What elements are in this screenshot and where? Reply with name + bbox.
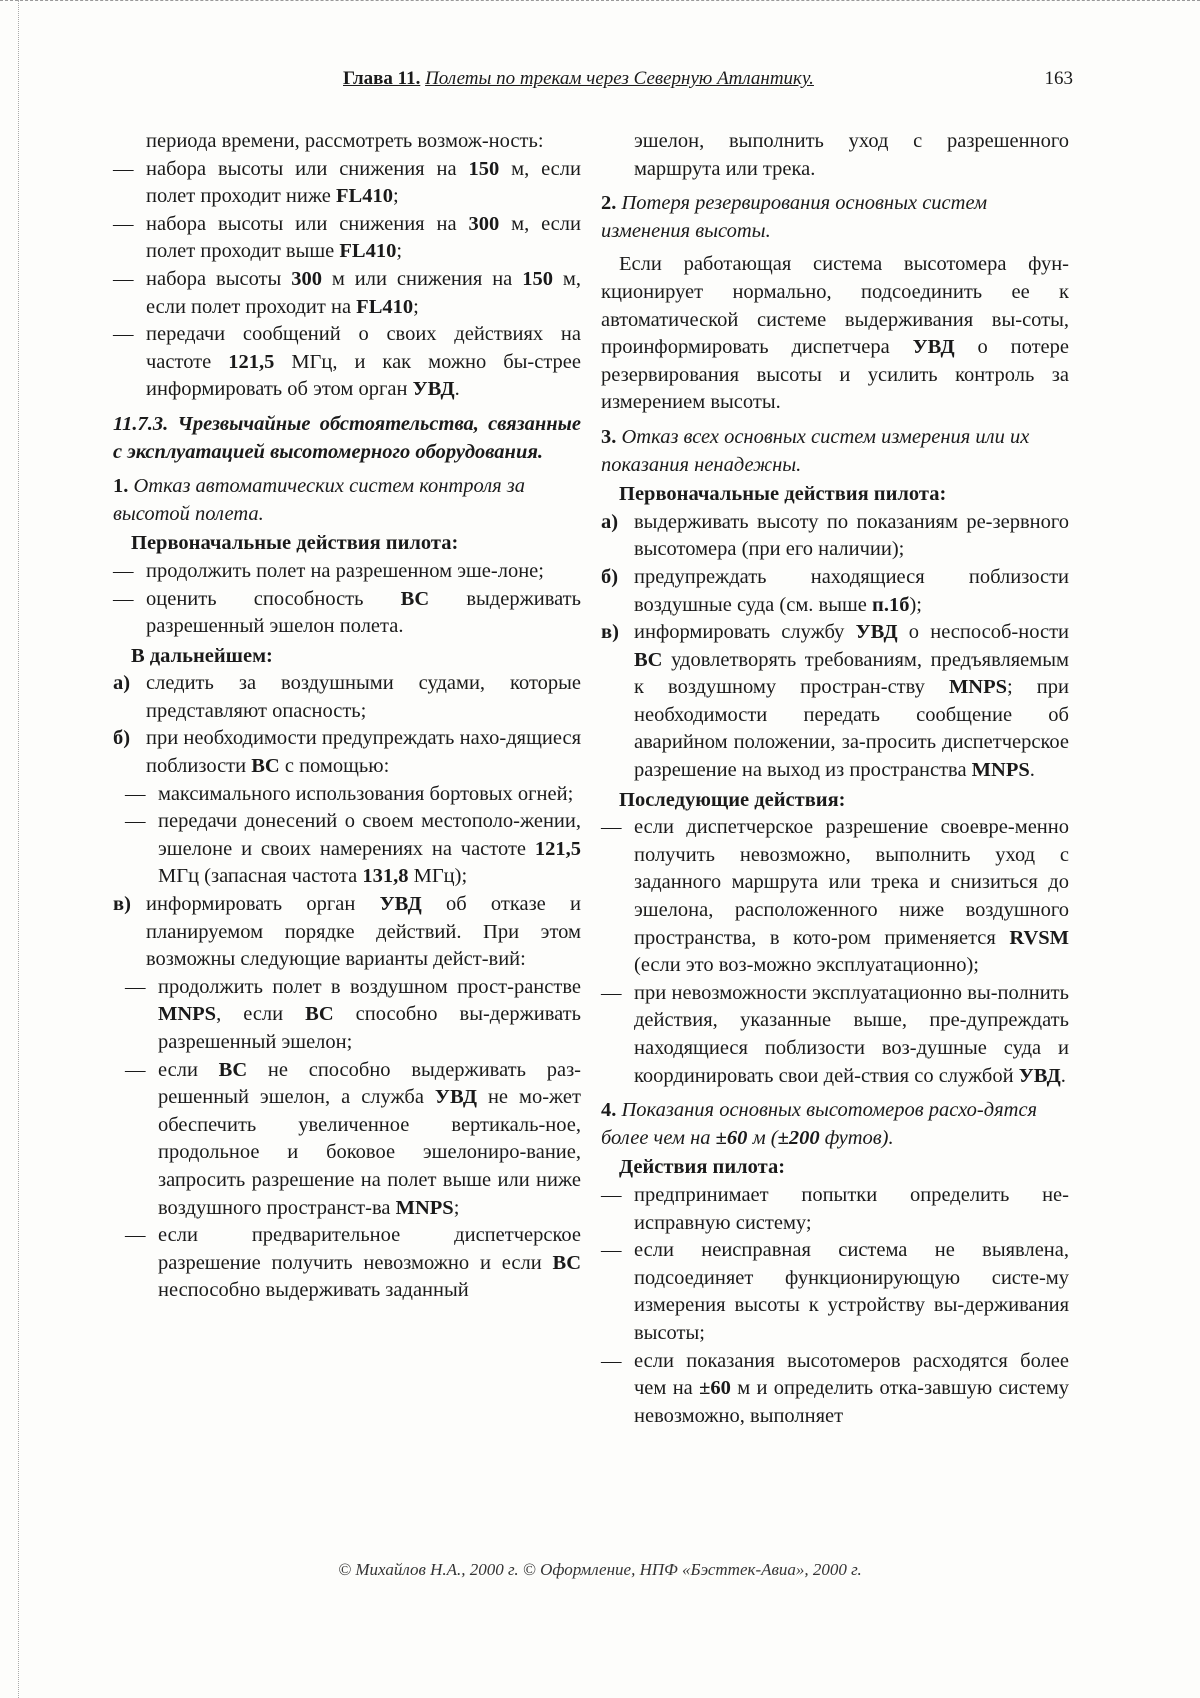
scan-edge-left: [18, 0, 21, 1698]
lettered-item: а) выдерживать высоту по показаниям ре-зервного высотомера (при его наличии);: [601, 510, 1069, 561]
dash-item: — передачи донесений о своем местополо-жении, эшелоне и своих намерениях на частоте 121,5 МГц (запасная частота 131,8 МГц);: [125, 810, 581, 888]
subheading: Последующие действия:: [619, 788, 846, 811]
copyright-footer: © Михайлов Н.А., 2000 г. © Оформление, НПФ «Бэсттек-Авиа», 2000 г.: [338, 1560, 862, 1579]
numbered-item-heading: 4. Показания основных высотомеров расхо-дятся более чем на ±60 м (±200 футов).: [601, 1099, 1038, 1149]
lettered-item: б) предупреждать находящиеся поблизости воздушные суда (см. выше п.1б);: [601, 565, 1069, 616]
dash-item: — если показания высотомеров расходятся более чем на ±60 м и определить отка-завшую систему невозможно, выполняет: [601, 1349, 1069, 1427]
paragraph: Если работающая система высотомера фун-кционирует нормально, подсоединить ее к автоматической системе выдерживания вы-соты, проинформировать диспетчера УВД о потере резервирования высоты и усилить контроль за измерением высоты.: [601, 253, 1069, 414]
dash-item: — если неисправная система не выявлена, подсоединяет функционирующую систе-му измерения высоты к устройству вы-держивания высоты;: [601, 1239, 1069, 1344]
chapter-title: Полеты по трекам через Северную Атлантику.: [425, 68, 814, 89]
dash-item: — оценить способность ВС выдерживать разрешенный эшелон полета.: [113, 587, 581, 638]
lettered-item: б) при необходимости предупреждать нахо-дящиеся поблизости ВС с помощью:: [113, 727, 581, 778]
left-column: [113, 128, 581, 1305]
dash-item: — при невозможности эксплуатационно вы-полнить действия, указанные выше, пре-дупреждать находящиеся поблизости воз-душные суда и координировать свои дей-ствия со службой УВД.: [601, 981, 1069, 1087]
subheading: Первоначальные действия пилота:: [131, 532, 459, 555]
subheading: Первоначальные действия пилота:: [619, 483, 947, 506]
subheading: В дальнейшем:: [131, 644, 273, 667]
scan-edge-top: [0, 0, 1200, 5]
dash-item: — набора высоты или снижения на 300 м, если полет проходит выше FL410;: [113, 212, 581, 263]
numbered-item-heading: 2. Потеря резервирования основных систем изменения высоты.: [601, 192, 988, 242]
numbered-item-heading: 1. Отказ автоматических систем контроля за высотой полета.: [113, 475, 526, 525]
dash-item: — если ВС не способно выдерживать раз-решенный эшелон, а служба УВД не мо-жет обеспечить увеличенное вертикаль-ное, продольное и боковое эшелониро-вание, запросить разрешение на полет выше или ниже воздушного пространст-ва MNPS;: [125, 1058, 581, 1219]
chapter-label: Глава 11.: [343, 68, 421, 89]
dash-item: — максимального использования бортовых огней;: [125, 782, 574, 805]
lettered-item: а) следить за воздушными судами, которые представляют опасность;: [113, 672, 581, 722]
right-column: [601, 128, 1069, 1430]
paragraph: эшелон, выполнить уход с разрешенного маршрута или трека.: [634, 130, 1069, 180]
lettered-item: в) информировать орган УВД об отказе и планируемом порядке действий. При этом возможны следующие варианты дейст-вий:: [113, 893, 581, 971]
running-header: [343, 64, 1073, 94]
lettered-item: в) информировать службу УВД о неспособ-ности ВС удовлетворять требованиям, предъявляемым к воздушному простран-ству MNPS; при необходимости передать сообщение об аварийном положении, за-просить диспетчерское разрешение на выход из пространства MNPS.: [601, 621, 1070, 782]
paragraph: периода времени, рассмотреть возмож-ность:: [146, 130, 544, 152]
page-number: 163: [1044, 68, 1073, 89]
dash-item: — если диспетчерское разрешение своевре-менно получить невозможно, выполнить уход с заданного маршрута или трека и снизиться до эшелона, расположенного ниже воздушного пространства, в кото-ром применяется RVSM (если это воз-можно эксплуатационно);: [601, 816, 1069, 977]
numbered-item-heading: 3. Отказ всех основных систем измерения или их показания ненадежны.: [601, 425, 1030, 476]
subheading: Действия пилота:: [619, 1156, 786, 1179]
section-heading: 11.7.3. Чрезвычайные обстоятельства, связанные с эксплуатацией высотомерного оборудования.: [113, 412, 581, 463]
dash-item: — предпринимает попытки определить не-исправную систему;: [601, 1183, 1069, 1234]
dash-item: — продолжить полет в воздушном прост-ранстве MNPS, если ВС способно вы-держивать разрешенный эшелон;: [125, 975, 581, 1053]
dash-item: — если предварительное диспетчерское разрешение получить невозможно и если ВС неспособно выдерживать заданный: [125, 1224, 581, 1302]
dash-item: — передачи сообщений о своих действиях на частоте 121,5 МГц, и как можно бы-стрее информировать об этом орган УВД.: [113, 323, 581, 401]
dash-item: — продолжить полет на разрешенном эше-лоне;: [113, 559, 544, 582]
dash-item: — набора высоты 300 м или снижения на 150 м, если полет проходит на FL410;: [113, 267, 581, 318]
dash-item: — набора высоты или снижения на 150 м, если полет проходит ниже FL410;: [113, 157, 581, 208]
